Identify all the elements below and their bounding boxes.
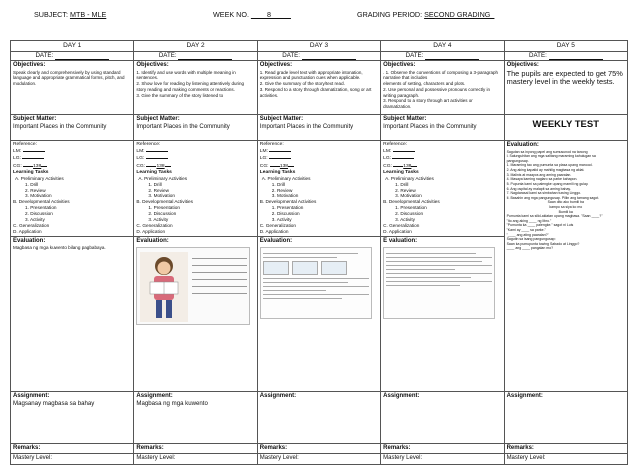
task-activity: 3. Activity [25,216,45,222]
task-generalization: C. Generalization [259,222,296,228]
task-drill: 1. Drill [148,181,162,187]
lm-line [260,148,378,155]
cg-line [383,163,501,170]
day-5-remarks [504,443,627,454]
task-application: D. Application [259,228,289,234]
task-drill: 1. Drill [271,181,286,187]
task-preliminary: A. Preliminary Activities [15,175,64,181]
task-developmental: B. Developmental Activities [383,199,440,205]
remarks-row [11,443,628,454]
task-review: 2. Review [271,187,293,193]
day-3-header: DAY 3 [257,41,380,52]
test-line: pangungusap. [506,158,529,163]
evaluation-label: Evaluation: [13,237,46,244]
mastery-label: Mastery Level: [383,455,423,461]
reference-label: Reference: [259,142,284,148]
cg-value: 138 [33,163,42,169]
task-presentation: 1. Presentation [148,205,180,211]
day-2-objectives [134,61,257,115]
remarks-label: Remarks: [136,444,164,451]
subject-matter-label: Subject Matter: [136,116,180,123]
reference-label: Reference: [13,142,37,148]
lm-line [383,148,501,155]
test-choices: Saan dito ako bumili ba [547,200,584,205]
task-motivation: 3. Motivation [395,193,422,199]
cg-label: CG: [13,163,22,169]
remarks-label: Remarks: [506,444,534,451]
cg-line [13,163,131,170]
day-2-header: DAY 2 [134,41,257,52]
day-4-header: DAY 4 [381,41,504,52]
task-drill: 1. Drill [395,181,409,187]
day-5-header: DAY 5 [504,41,627,52]
worksheet-image [260,247,372,319]
grading-label: GRADING PERIOD: [357,10,425,19]
day-3-mastery [257,454,380,465]
subject-matter-value: Important Places in the Community [136,123,230,130]
cg-label: CG: [259,163,269,169]
mastery-label: Mastery Level: [259,455,299,461]
objectives-row [11,61,628,115]
test-line: 2. Ang aking kapatid ay mahilig magbasa ng aklat. [506,168,585,173]
objectives-label: Objectives: [13,62,46,69]
cg-label: CG: [383,163,392,169]
objectives-label: Objectives: [136,62,169,69]
day-2-remarks [134,443,257,454]
cg-value: 138 [279,163,289,169]
assignment-label: Assignment: [383,392,420,399]
date-label: DATE: [282,52,302,60]
reading-girl-image [136,247,250,325]
task-generalization: C. Generalization [13,222,50,228]
lg-line [260,155,378,162]
test-line: I. Salunguhitan ang mga salitang maraming kahulugan sa [506,154,596,159]
lg-line [136,155,254,162]
test-line: Saan ka pumupunta tuwing Sabado at Linggo? [506,241,580,246]
mastery-label: Mastery Level: [506,455,546,461]
objectives-text: . 1. Observe the conventions of composing a 3-paragraph narrative that includes elements of setting, characters and plots. 2. Use personal and possessive pronouns correctly in writing paragraph. 3. Respond to a story through art activities or dramatization. [383,69,498,110]
lm-line [13,148,131,155]
learning-tasks-label: Learning Tasks [136,169,172,175]
test-line: ____ ang ____ pangalan mo? [506,246,554,251]
date-blank [55,54,109,60]
task-preliminary: A. Preliminary Activities [138,175,188,181]
evaluation-label: Evaluation: [259,237,293,244]
day-1-subject-matter [11,115,134,141]
lm-label: LM: [259,149,268,155]
day-1-assignment [11,391,134,443]
assignment-value: Magsanay magbasa sa bahay [13,400,95,407]
day-3-evaluation [257,236,380,391]
task-generalization: C. Generalization [383,222,420,228]
day-1-date [11,52,134,61]
test-line: 7. Nagdarasal kami sa simbahan tuwing Linggo. [506,191,582,196]
day-5-subject-matter [504,115,627,141]
week-label: WEEK NO. [213,10,251,19]
lg-line [13,155,131,162]
assignment-label: Assignment: [136,392,173,399]
day-2-date [134,52,257,61]
day-2-learning-tasks [134,141,257,236]
lm-label: LM: [13,149,22,155]
day-3-learning-tasks [257,141,380,236]
date-row [11,52,628,61]
task-motivation: 3. Motivation [271,193,299,199]
mastery-label: Mastery Level: [136,455,176,461]
day-3-assignment [257,391,380,443]
subject-matter-value: Important Places in the Community [13,123,107,130]
assignment-row [11,391,628,443]
day-3-remarks [257,443,380,454]
evaluation-label: Evaluation: [136,237,169,244]
day-1-objectives [11,61,134,115]
objectives-label: Objectives: [506,62,539,69]
test-line: 6. Ang ospital ay malapit sa aming bahay. [506,186,571,191]
mastery-label: Mastery Level: [13,455,53,461]
task-review: 2. Review [395,187,416,193]
day-2-assignment [134,391,257,443]
grading-value: SECOND GRADING_ [424,10,495,19]
grading-field [357,10,494,19]
task-discussion: 2. Discussion [25,211,53,216]
day-5-date [504,52,627,61]
evaluation-text: Magbasa ng mga kuwento bilang pagbabaya. [13,245,106,250]
subject-matter-label: Subject Matter: [13,116,57,123]
objectives-text: The pupils are expected to get 75% mastery level in the weekly tests. [506,68,623,87]
day-2-subject-matter [134,115,257,141]
subject-field [34,10,106,19]
lg-label: LG: [383,156,392,162]
date-blank [302,54,356,60]
lg-label: LG: [13,156,21,162]
day-4-subject-matter [381,115,504,141]
task-preliminary: A. Preliminary Activities [261,175,311,181]
lm-label: LM: [383,149,392,155]
test-line: "Kami ay ____ sa parke." [506,227,546,232]
task-presentation: 1. Presentation [395,205,427,211]
day-4-evaluation [381,236,504,391]
day-1-learning-tasks [11,141,134,236]
day-1-header: DAY 1 [11,41,134,52]
assignment-label: Assignment: [506,392,543,399]
test-line: Sagutin sa isang pangungusap: [506,237,556,242]
lesson-plan-table [10,40,628,465]
objectives-label: Objectives: [383,62,416,69]
caption-lines [192,258,247,308]
task-developmental: B. Developmental Activities [13,199,70,205]
day-2-mastery [134,454,257,465]
date-blank [178,54,232,60]
task-developmental: B. Developmental Activities [259,199,317,205]
worksheet-image [383,247,495,319]
task-review: 2. Review [148,187,169,193]
day-5-mastery [504,454,627,465]
task-generalization: C. Generalization [136,222,173,228]
cg-value: 138 [156,163,165,169]
header [0,10,638,24]
date-label: DATE: [35,52,55,60]
remarks-label: Remarks: [383,444,411,451]
task-motivation: 3. Motivation [25,193,52,199]
cg-line [136,163,254,170]
date-label: DATE: [405,52,426,60]
day-3-subject-matter [257,115,380,141]
subject-matter-value: Important Places in the Community [259,123,354,130]
cg-line [260,163,378,170]
test-choices: kampo sa siya ko mo [549,204,583,209]
objectives-label: Objectives: [259,62,293,69]
weekly-test-items [507,150,625,251]
day-1-remarks [11,443,134,454]
day-header-row [11,41,628,52]
subject-label: SUBJECT: [34,10,70,19]
day-4-assignment [381,391,504,443]
learning-tasks-label: Learning Tasks [13,169,49,175]
test-line: "____ ang ating paaralan?" [506,232,549,237]
test-line: Sagutan sa inyong papel ang sumusunod na tanong [506,149,588,154]
lg-label: LG: [259,156,268,162]
mastery-row [11,454,628,465]
lg-label: LG: [136,156,145,162]
task-application: D. Application [136,228,166,234]
lm-label: LM: [136,149,145,155]
date-label: DATE: [529,52,549,60]
day-4-learning-tasks [381,141,504,236]
date-blank [549,54,603,60]
evaluation-label: Evaluation: [506,142,539,149]
task-review: 2. Review [25,187,46,193]
task-discussion: 2. Discussion [148,211,177,216]
objectives-text: Speak clearly and comprehensively by using standard language and appropriate grammatical forms, pitch, and modulation. [13,69,125,87]
remarks-label: Remarks: [259,444,288,451]
task-preliminary: A. Preliminary Activities [385,175,434,181]
test-line: 1. Maraming tao ang pumunta sa plasa upang manood. [506,163,593,168]
day-5-assignment [504,391,627,443]
test-line: Pumunta kami sa silid-aklatan upang magbasa. "Saan ____?" [506,214,603,219]
test-line: 3. Malinis at maayos ang aming paaralan. [506,172,572,177]
task-activity: 3. Activity [271,216,292,222]
subject-matter-value: Important Places in the Community [383,123,477,130]
date-label: DATE: [158,52,179,60]
week-value: ____8_____ [250,10,291,19]
day-3-date [257,52,380,61]
learning-tasks-label: Learning Tasks [259,169,296,175]
day-3-objectives [257,61,380,115]
date-blank [425,54,479,60]
task-discussion: 2. Discussion [395,211,424,216]
task-drill: 1. Drill [25,181,39,187]
objectives-text: 1. Identify and use words with multiple meaning in sentences. 2. Show love for reading by listening attentively during story reading and making comments or reactions. 3. Give the summary of the story listened to [136,69,244,98]
subject-matter-label: Subject Matter: [259,116,304,123]
day-5-objectives [504,61,627,115]
learning-tasks-label: Learning Tasks [383,169,419,175]
assignment-value: Magbasa ng mga kuwento [136,400,208,407]
evaluation-label: E valuation: [383,237,418,244]
day-4-date [381,52,504,61]
day-2-evaluation [134,236,257,391]
reference-label: Reference: [136,142,161,148]
test-line: "Ito ang aking ____ ng libro." [506,218,552,223]
day-4-objectives [381,61,504,115]
assignment-label: Assignment: [259,392,297,399]
learning-tasks-row [11,141,628,236]
task-motivation: 3. Motivation [148,193,175,199]
test-choices: Bumili ka [558,209,573,214]
weekly-test-title: WEEKLY TEST [532,119,600,131]
task-discussion: 2. Discussion [271,211,300,216]
cg-label: CG: [136,163,146,169]
assignment-label: Assignment: [13,392,50,399]
task-presentation: 1. Presentation [271,205,304,211]
task-application: D. Application [383,228,412,234]
day-5-evaluation [504,141,627,391]
day-1-evaluation [11,236,134,391]
day-4-mastery [381,454,504,465]
remarks-label: Remarks: [13,444,41,451]
task-presentation: 1. Presentation [25,205,57,211]
test-line: 4. Masaya kaming naglaro sa parke kahapon. [506,177,578,182]
week-field [213,10,291,19]
test-line: II. Basahin ang mga pangungusap. Piliin ang tamang sagot. [506,195,600,200]
reference-label: Reference: [383,142,408,148]
cg-value: 138 [403,163,412,169]
lg-line [383,155,501,162]
day-1-mastery [11,454,134,465]
task-activity: 3. Activity [148,216,169,222]
girl-reading-illustration [140,252,188,322]
test-line: 5. Pupunta kami sa palengke upang mamili ng gulay. [506,181,589,186]
lm-line [136,148,254,155]
subject-matter-label: Subject Matter: [383,116,427,123]
task-developmental: B. Developmental Activities [136,199,193,205]
task-application: D. Application [13,228,42,234]
task-activity: 3. Activity [395,216,415,222]
day-4-remarks [381,443,504,454]
subject-matter-row [11,115,628,141]
subject-value: MTB - MLE [69,10,107,19]
objectives-text: 1. Read grade level text with appropriate intonation, expression and punctuation cues when applicable. 2. Give the summary of the story/text read. 3. Respond to a story through dramatization, song or art activities. [259,69,372,98]
test-line: "Pumunta ka ____ palengke." sagot ni Luis [506,223,574,228]
